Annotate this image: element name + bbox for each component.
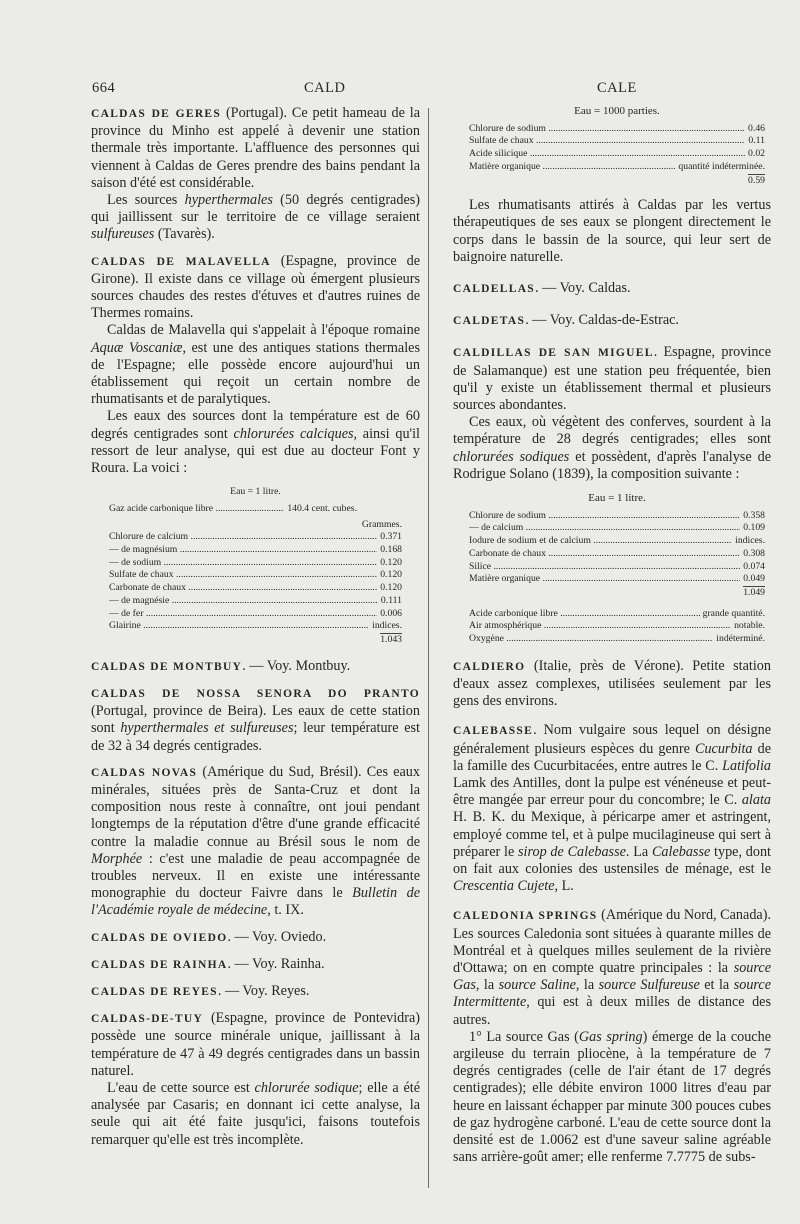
header-left-title: CALD	[304, 80, 346, 96]
table-total: 1.049	[743, 586, 765, 598]
entry-caldas-de-nossa-senora: CALDAS DE NOSSA SENORA DO PRANTO (Portugal, province de Beira). Les eaux de cette station sont hyperthermales et sulfureuses; leur température est de 32 à 34 degrés centigrades.	[91, 687, 420, 754]
entry-caldas-de-rainha: CALDAS DE RAINHA. — Voy. Rainha.	[91, 955, 325, 972]
table-row: Silice ..... 0.074	[469, 561, 765, 574]
analysis-table-malavella	[109, 486, 402, 646]
entry-caldas-de-geres: CALDAS DE GERES (Portugal). Ce petit hameau de la province du Minho est appelé à devenir une station thermale très importante. L'affluence des personnes qui viennent à Caldas de Geres prendre des bains pendant la saison d'été est considérable. Les sources hyperthermales (50 degrés centigrades) qui jaillissent sur le territoire de ce village seraient sulfureuses (Tavarès).	[91, 105, 420, 243]
analysis-table-caldillas	[469, 492, 765, 646]
table-row: Oxygène ..... indéterminé.	[469, 633, 765, 646]
entry-headword: CALDAS DE NOSSA SENORA DO PRANTO	[91, 687, 420, 700]
entry-headword: CALDAS NOVAS	[91, 766, 198, 779]
table-total: 0.59	[748, 174, 765, 186]
entry-headword: CALDAS DE GERES	[91, 108, 222, 120]
right-column	[453, 105, 771, 1175]
table-row: — de fer ..... 0.006	[109, 608, 402, 621]
table-row: Carbonate de chaux ..... 0.120	[109, 582, 402, 595]
entry-headword: CALDAS DE OVIEDO	[91, 931, 228, 944]
table-row: — de magnésie ..... 0.111	[109, 595, 402, 608]
table-row: Chlorure de calcium ..... 0.371	[109, 531, 402, 544]
table-caption: Eau = 1 litre.	[230, 486, 281, 498]
table-caption: Eau = 1000 parties.	[574, 105, 660, 117]
analysis-table-tuy	[469, 105, 765, 187]
table-row: — de magnésium ..... 0.168	[109, 544, 402, 557]
table-row: Matière organique ..... quantité indéterminée.	[469, 161, 765, 174]
entry-caldiero: CALDIERO (Italie, près de Vérone). Petite station d'eaux assez complexes, utilisées seulement par les gens des environs.	[453, 657, 771, 710]
entry-headword: CALDAS DE RAINHA	[91, 958, 228, 971]
entry-headword: CALDAS DE REYES	[91, 985, 218, 998]
entry-headword: CALEDONIA SPRINGS	[453, 910, 598, 923]
entry-caldas-novas: CALDAS NOVAS (Amérique du Sud, Brésil). Ces eaux minérales, situées près de Santa-Cruz et dont la composition nous reste à connaître, ont joui pendant longtemps de la réputation d'être d'une grande efficacité contre la maladie connue au Brésil sous le nom de Morphée : c'est une maladie de peau accompagnée de troubles nerveux. Il en existe une intéressante monographie du docteur Faivre dans le Bulletin de l'Académie royale de médecine, t. IX.	[91, 763, 420, 919]
table-row: Chlorure de sodium ..... 0.46	[469, 123, 765, 136]
entry-caldas-de-reyes: CALDAS DE REYES. — Voy. Reyes.	[91, 982, 310, 999]
table-row: Sulfate de chaux ..... 0.11	[469, 135, 765, 148]
entry-headword: CALDAS DE MALAVELLA	[91, 255, 271, 268]
entry-headword: CALEBASSE	[453, 725, 534, 738]
entry-caldas-de-oviedo: CALDAS DE OVIEDO. — Voy. Oviedo.	[91, 928, 327, 945]
paragraph-rhumatisants: Les rhumatisants attirés à Caldas par les vertus thérapeutiques de ses eaux se plongent directement le corps dans le bassin de la source, qui leur sert de baignoire naturelle.	[453, 197, 771, 265]
running-header	[92, 80, 738, 100]
page-number: 664	[92, 80, 116, 96]
entry-caldas-de-malavella: CALDAS DE MALAVELLA (Espagne, province de Girone). Il existe dans ce village où émergent plusieurs sources chaudes des restes d'étuves et d'autres ruines de Thermes romains. Caldas de Malavella qui s'appelait à l'époque romaine Aquæ Voscaniæ, est une des antiques stations thermales de l'Espagne; elle possède encore aujourd'hui un établissement qui reçoit un certain nombre de rhumatisants et de paralytiques. Les eaux des sources dont la température est de 60 degrés centigrades sont chlorurées calciques, ainsi qu'il ressort de leur analyse, qui est due au docteur Font y Roura. La voici :	[91, 252, 420, 477]
entry-caldetas: CALDETAS. — Voy. Caldas-de-Estrac.	[453, 312, 679, 329]
entry-caledonia-springs: CALEDONIA SPRINGS (Amérique du Nord, Canada). Les sources Caledonia sont situées à quarante milles de Montréal et à quelques milles seulement de la rivière d'Ottawa; on en compte quatre principales : la source Gas, la source Saline, la source Sulfureuse et la source Intermittente, qui est à deux milles de distance des autres. 1° La source Gas (Gas spring) émerge de la couche argileuse du terrain pliocène, à la température de 7 degrés centigrades (celle de l'air étant de 17 degrés centigrades); elle débite environ 1000 litres d'eau par heure en laissant échapper par minute 300 pouces cubes de gaz hydrogène carboné. L'eau de cette source dont la densité est de 1.0062 est d'une saveur saline agréable sans arrière-goût amer; elle renferme 7.7775 de subs-	[453, 907, 772, 1166]
table-row: Matière organique ..... 0.049	[469, 573, 765, 586]
table-caption: Eau = 1 litre.	[588, 492, 646, 505]
column-divider	[428, 108, 429, 1188]
table-row: Carbonate de chaux ..... 0.308	[469, 548, 765, 561]
table-rows	[109, 531, 402, 633]
left-column	[91, 105, 420, 1158]
table-total: 1.043	[380, 634, 402, 645]
table-row: Iodure de sodium et de calcium ..... indices.	[469, 535, 765, 548]
entry-headword: CALDETAS	[453, 315, 526, 328]
entry-caldas-de-tuy: CALDAS-DE-TUY (Espagne, province de Pontevidra) possède une source minérale unique, jaillissant à la température de 47 à 49 degrés centigrades dans un bassin naturel. L'eau de cette source est chlorurée sodique; elle a été analysée par Casaris; en donnant ici cette analyse, la seule qui ait été faite jusqu'ici, faisons toutefois remarquer qu'elle est très incomplète.	[91, 1010, 420, 1148]
entry-headword: CALDILLAS DE SAN MIGUEL	[453, 347, 654, 360]
table-row: — de calcium ..... 0.109	[469, 522, 765, 535]
table-row: — de sodium ..... 0.120	[109, 557, 402, 570]
entry-headword: CALDIERO	[453, 660, 526, 673]
table-row: Sulfate de chaux ..... 0.120	[109, 569, 402, 582]
header-right-title: CALE	[597, 80, 637, 96]
table-row: Acide carbonique libre ..... grande quantité.	[469, 608, 765, 621]
table-unit: Grammes.	[361, 518, 402, 530]
table-row: Chlorure de sodium ..... 0.358	[469, 510, 765, 523]
entry-caldas-de-montbuy: CALDAS DE MONTBUY. — Voy. Montbuy.	[91, 657, 351, 674]
entry-headword: CALDELLAS	[453, 283, 535, 296]
entry-caldillas-de-san-miguel: CALDILLAS DE SAN MIGUEL. Espagne, province de Salamanque) est une station peu fréquentée, bien qu'il y existe un établissement thermal et plusieurs sources abondantes. Ces eaux, où végètent des conferves, sourdent à la température de 28 degrés centigrades; elles sont chlorurées sodiques et possèdent, d'après l'analyse de Rodrigue Solano (1839), la composition suivante :	[453, 344, 772, 482]
entry-calebasse: CALEBASSE. Nom vulgaire sous lequel on désigne généralement plusieurs espèces du genre Cucurbita de la famille des Cucurbitacées, entre autres le C. Latifolia Lamk des Antilles, dont la pulpe est vénéneuse et peut-être mangée par erreur pour du concombre; le C. alata H. B. K. du Mexique, à péricarpe amer et astringent, employé comme tel, et à pulpe mucilagineuse qui sert à préparer le sirop de Calebasse. La Calebasse type, dont on fait aux colonies des ustensiles de ménage, est le Crescentia Cujete, L.	[453, 722, 772, 895]
entry-headword: CALDAS DE MONTBUY	[91, 660, 243, 673]
entry-caldellas: CALDELLAS. — Voy. Caldas.	[453, 280, 631, 297]
entry-headword: CALDAS-DE-TUY	[91, 1013, 204, 1026]
table-row: Acide silicique ..... 0.02	[469, 148, 765, 161]
table-row: Glairine ..... indices.	[109, 620, 402, 633]
table-row: Gaz acide carbonique libre ..... 140.4 cent. cubes.	[109, 503, 357, 516]
table-row: Air atmosphérique ..... notable.	[469, 620, 765, 633]
